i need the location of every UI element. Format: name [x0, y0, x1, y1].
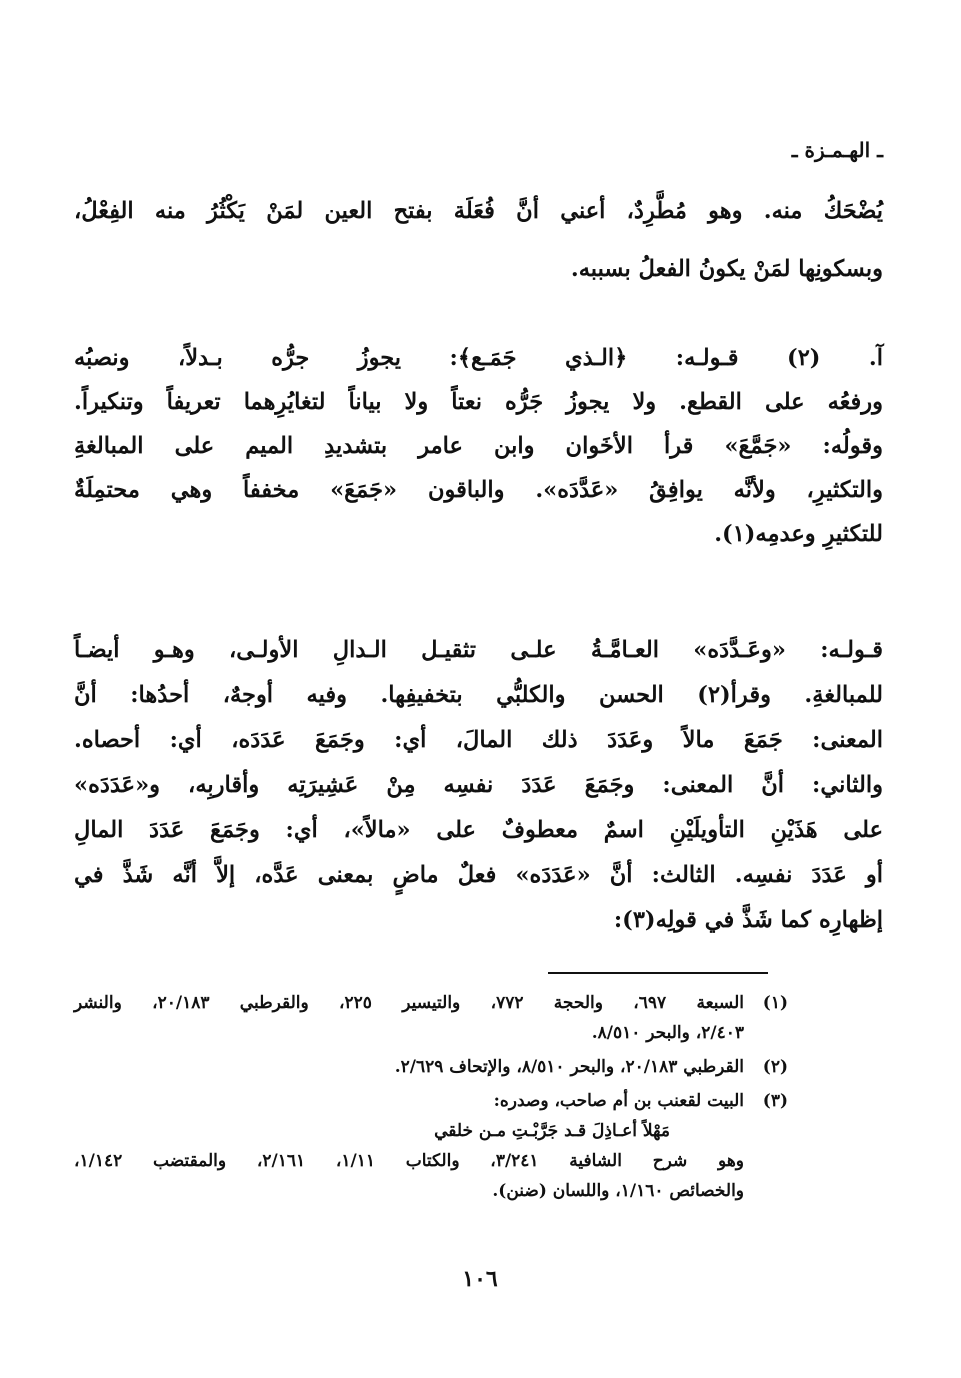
text-line: أو عَدَدَ نفسِه. الثالث: أنَّ «عَدَدَه» فعلٌ ماضٍ بمعنى عَدَّه، إلاَّ أنَّه شَذَّ في: [74, 862, 883, 888]
footnotes: [74, 988, 788, 1206]
footnote-text: القرطبي ٢٠/١٨٣، والبحر ٨/٥١٠، والإتحاف ٢/٦٢٩.: [394, 1057, 744, 1077]
footnote-text: ٢/٤٠٣، والبحر ٨/٥١٠.: [591, 1023, 744, 1043]
footnote-3: [74, 1086, 788, 1206]
text-line: ورفعُه على القطع. ولا يجوزُ جَرُّه نعتاً ولا بياناً لتغايُرِهما تعريفاً وتنكيراً.: [74, 389, 883, 415]
footnote-number: (٢): [762, 1057, 788, 1077]
footnote-verse: مَهْلاً أعـاذِلَ قـد جَرَّبْـتِ مـن خلقي: [434, 1121, 670, 1141]
footnote-1: [74, 988, 788, 1048]
text-line: إظهارِه كما شَذَّ في قولِه(٣):: [613, 907, 883, 933]
paragraph-1: [74, 182, 883, 298]
text-line: يُضْحَكُ منه. وهو مُطَّرِدٌ، أعني أنَّ فُعَلَة بفتح العين لمَنْ يَكْثُرُ منه الفِعْلُ،: [74, 198, 883, 224]
text-line: للتكثيرِ وعدمِه(١).: [714, 521, 883, 547]
footnote-separator: [548, 972, 768, 974]
text-line: المعنى: جَمَعَ مالاً وعَدَدَ ذلك المالَ، أي: وجَمَعَ عَدَدَه، أي: أحصاه.: [74, 727, 883, 753]
footnote-text: السبعة ٦٩٧، والحجة ٧٧٢، والتيسير ٢٢٥، والقرطبي ٢٠/١٨٣، والنشر: [74, 993, 744, 1013]
footnote-number: (٣): [762, 1091, 788, 1111]
text-line: للمبالغةِ. وقرأ(٢) الحسن والكلبُّي بتخفيفِها. وفيه أوجهٌ، أحدُها: أنَّ: [74, 682, 883, 708]
footnote-text: والخصائص ١/١٦٠، واللسان (ضنن).: [492, 1181, 744, 1201]
paragraph-2: [74, 336, 883, 556]
text-line: آ. (٢) قـولـه: ﴿الـذي جَمَـع﴾: يجوزُ جرُّه بـدلاً، ونصبُه: [74, 345, 883, 371]
text-line: وقولُه: «جَمَّعَ» قرأ الأخَوان وابن عامر بتشديدِ الميم على المبالغةِ: [74, 433, 883, 459]
text-line: والتكثيرِ، ولأنَّه يوافِقُ «عَدَّدَه». والباقون «جَمَعَ» مخففاً وهي محتمِلَةٌ: [74, 477, 883, 503]
text-line: قـولـه: «وعَـدَّدَه» العـامَّـةُ علـى تثقيـل الـدالِ الأولـى، وهـو أيضـاً: [74, 637, 883, 663]
text-line: وبسكونِها لمَنْ يكونُ الفعلُ بسببه.: [570, 256, 883, 282]
footnote-2: [74, 1052, 788, 1082]
page-number: ١٠٦: [462, 1266, 498, 1292]
footnote-number: (١): [762, 993, 788, 1013]
text-line: والثاني: أنَّ المعنى: وجَمَعَ عَدَدَ نفسِه مِنْ عَشِيرَتِه وأقاربِه، و«عَدَدَه»: [74, 772, 883, 798]
footnote-text: وهو شرح الشافية ٣/٢٤١، والكتاب ١/١١، ٢/١٦١، والمقتضب ١/١٤٢،: [74, 1151, 745, 1171]
footnote-text: البيت لقعنب بن أم صاحب، وصدره:: [493, 1091, 744, 1111]
text-line: على هَذَيْنِ التأويلَيْنِ اسمٌ معطوفٌ على «مالاً»، أي: وجَمَعَ عَدَدَ المالِ: [74, 817, 883, 843]
running-header: ـ الهـمـزة ـ: [791, 138, 883, 162]
paragraph-3: [74, 628, 883, 943]
